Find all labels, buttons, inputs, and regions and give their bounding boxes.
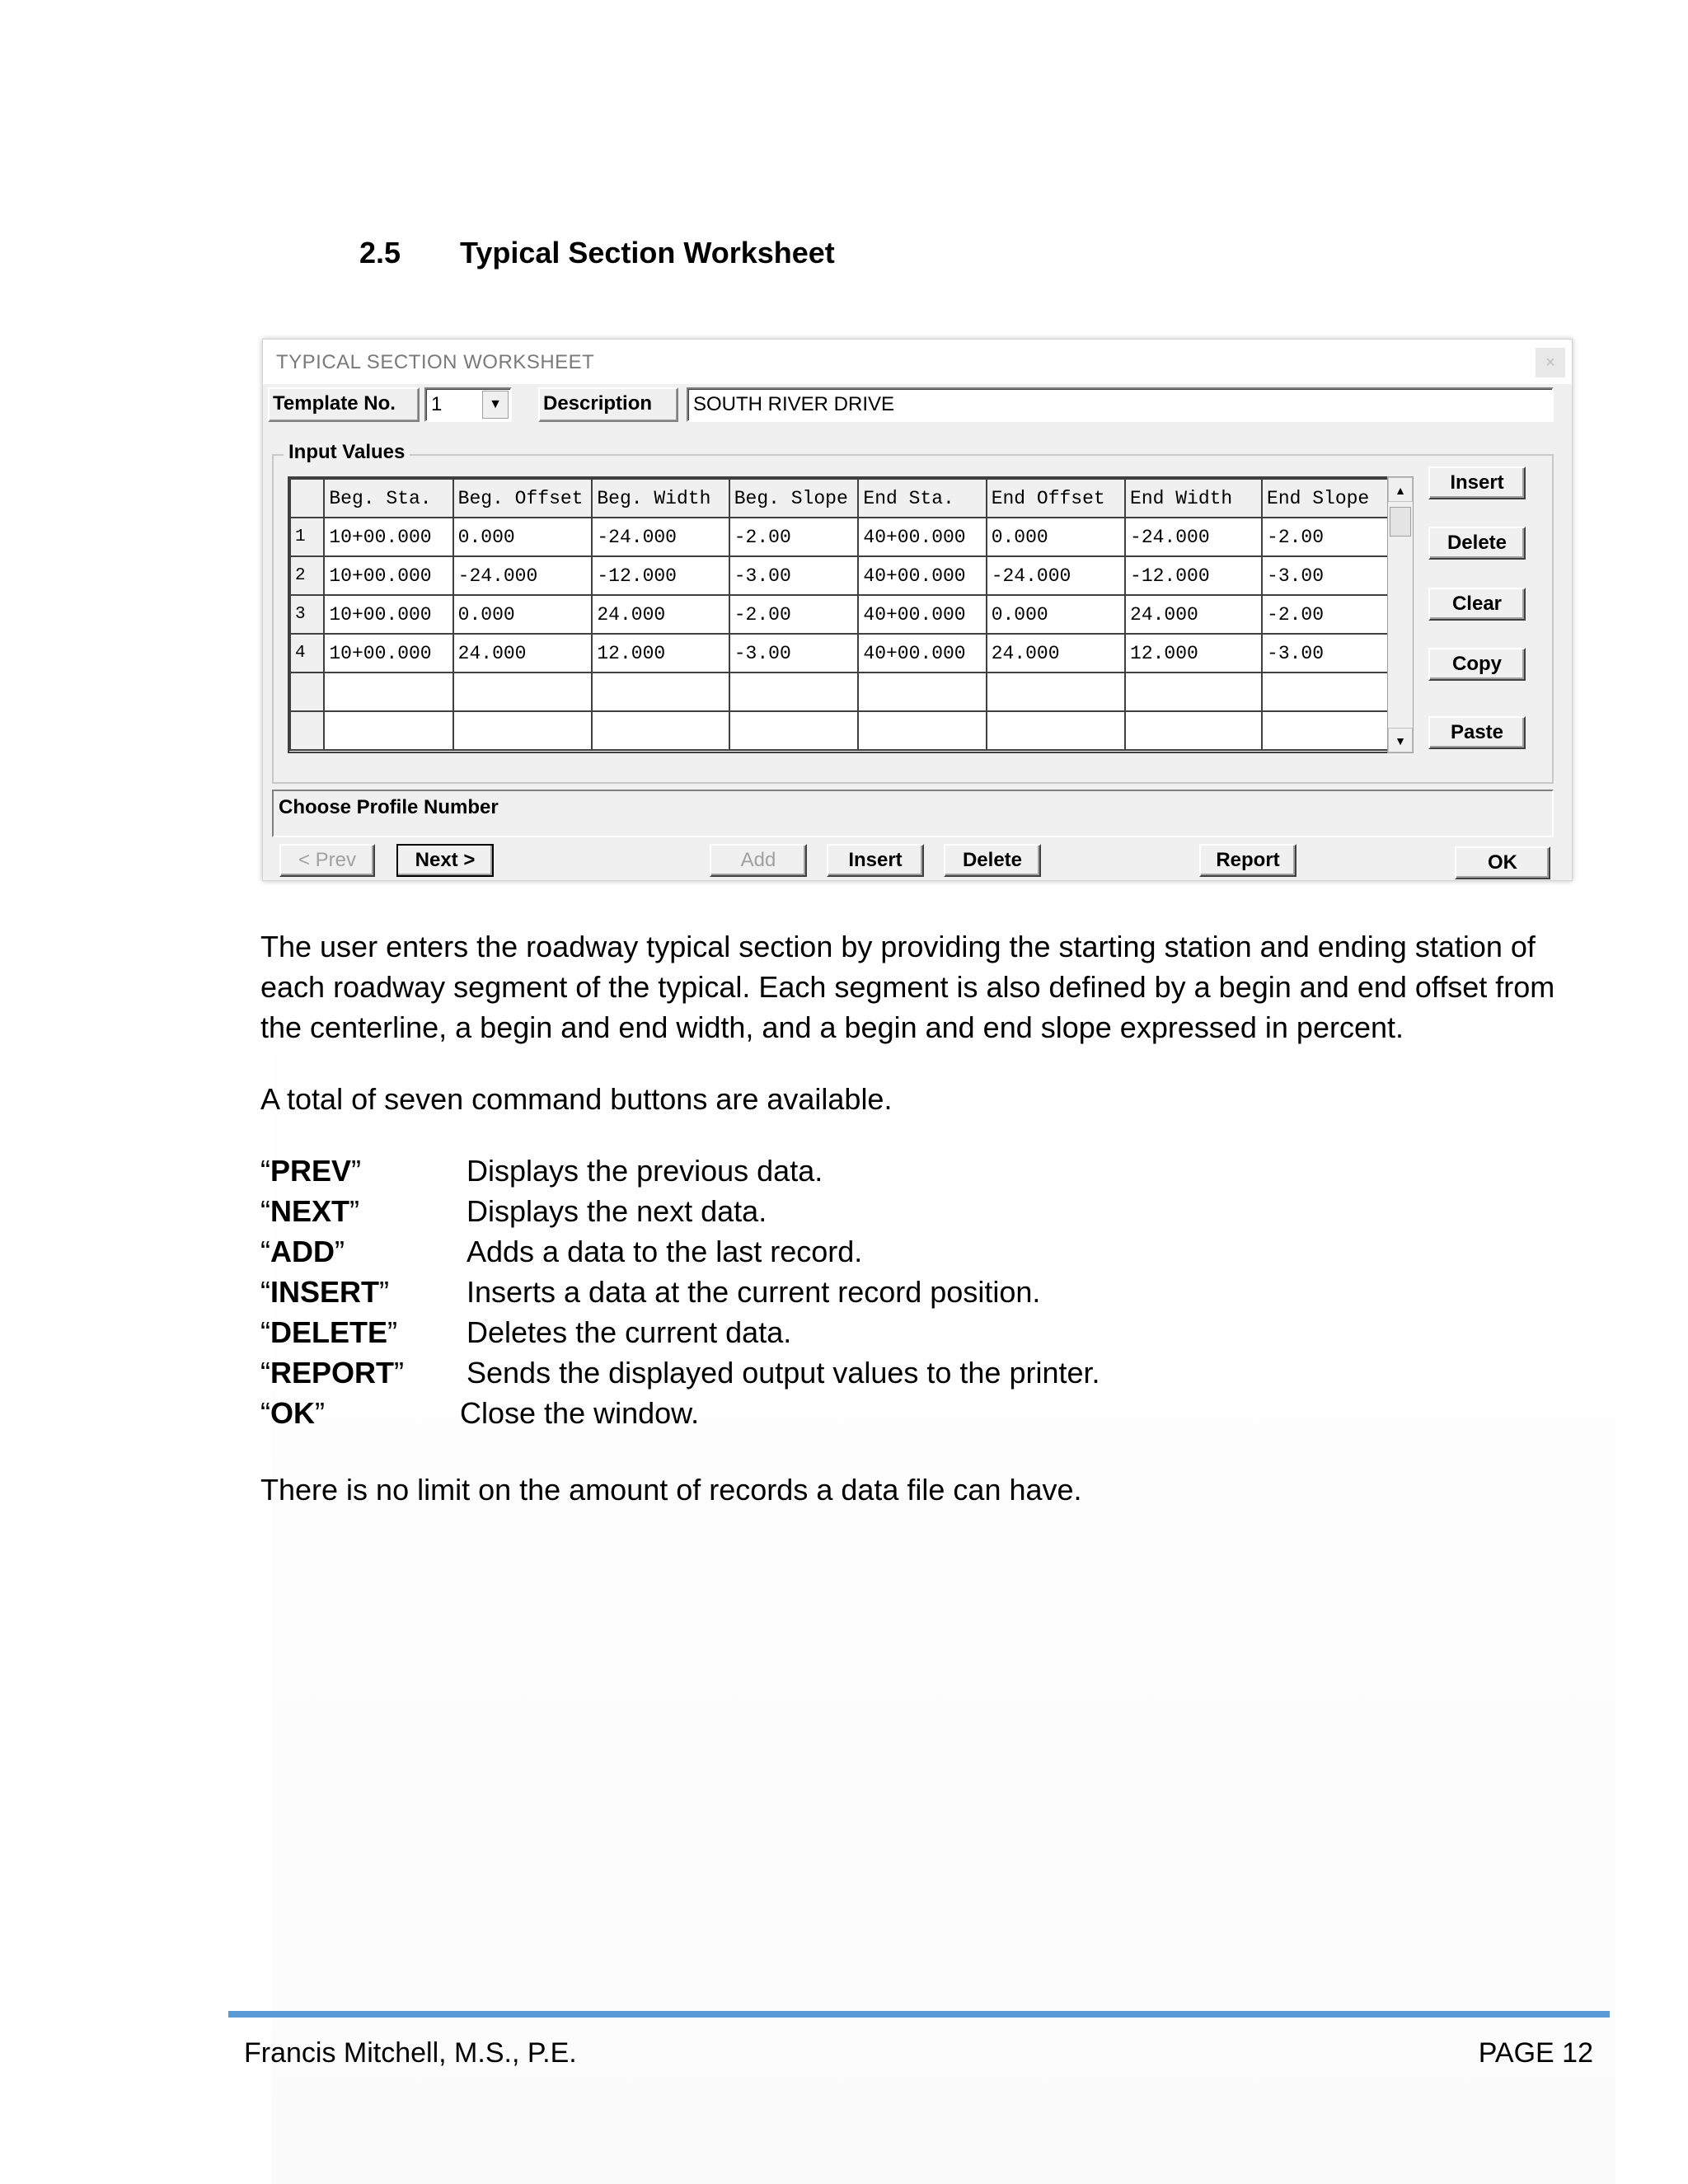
section-heading	[359, 236, 835, 270]
grid-cell[interactable]	[1262, 711, 1401, 750]
profile-panel	[272, 790, 1554, 837]
grid-cell[interactable]	[858, 711, 986, 750]
add-button[interactable]: Add	[710, 844, 807, 877]
grid-cell[interactable]: 40+00.000	[858, 595, 986, 634]
delete-button[interactable]: Delete	[944, 844, 1041, 877]
grid-paste-button[interactable]: Paste	[1428, 716, 1526, 749]
column-header[interactable]: Beg. Width	[592, 479, 729, 518]
profile-label: Choose Profile Number	[279, 796, 499, 818]
grid-cell[interactable]: 10+00.000	[324, 595, 452, 634]
template-no-value: 1	[431, 393, 443, 415]
description-input[interactable]: SOUTH RIVER DRIVE	[687, 387, 1554, 422]
description-label: Description	[538, 387, 678, 422]
input-values-label: Input Values	[284, 441, 410, 464]
grid-cell[interactable]: 12.000	[1125, 634, 1262, 673]
ok-button[interactable]: OK	[1455, 846, 1550, 879]
row-number[interactable]	[290, 673, 324, 711]
table-row[interactable]	[290, 673, 1401, 711]
grid-clear-button[interactable]: Clear	[1428, 588, 1526, 621]
grid-cell[interactable]: 24.000	[1125, 595, 1262, 634]
command-description: Displays the previous data.	[467, 1154, 823, 1188]
grid-cell[interactable]: 24.000	[453, 634, 593, 673]
body-paragraph-2: A total of seven command buttons are available.	[260, 1082, 893, 1116]
command-keyword: NEXT	[270, 1194, 350, 1228]
grid-cell[interactable]: 10+00.000	[324, 518, 452, 556]
command-name: “NEXT”	[260, 1194, 360, 1228]
chevron-down-icon[interactable]: ▼	[482, 391, 509, 419]
grid-cell[interactable]	[987, 673, 1125, 711]
arrow-down-icon[interactable]: ▼	[1388, 728, 1413, 752]
grid-cell[interactable]	[324, 711, 452, 750]
row-number[interactable]: 3	[290, 595, 324, 634]
grid-cell[interactable]	[324, 673, 452, 711]
grid-cell[interactable]	[1125, 673, 1262, 711]
grid-cell[interactable]: 40+00.000	[858, 518, 986, 556]
corner-cell	[290, 479, 324, 518]
command-keyword: PREV	[270, 1154, 352, 1188]
command-name: “PREV”	[260, 1154, 362, 1188]
column-header[interactable]: Beg. Sta.	[324, 479, 452, 518]
row-number[interactable]: 1	[290, 518, 324, 556]
command-description: Adds a data to the last record.	[467, 1235, 863, 1268]
table-row[interactable]	[290, 518, 1401, 556]
command-description: Inserts a data at the current record position.	[467, 1275, 1041, 1309]
dialog-titlebar	[263, 340, 1572, 384]
command-name: “DELETE”	[260, 1315, 398, 1349]
footer-rule	[228, 2011, 1610, 2018]
grid-delete-button[interactable]: Delete	[1428, 527, 1526, 560]
command-keyword: OK	[270, 1396, 315, 1430]
grid-cell[interactable]	[453, 673, 593, 711]
grid-cell[interactable]: 10+00.000	[324, 556, 452, 595]
arrow-up-icon[interactable]: ▲	[1388, 477, 1413, 502]
body-paragraph-3: There is no limit on the amount of records a data file can have.	[260, 1473, 1082, 1507]
footer-page-number: PAGE 12	[1478, 2037, 1593, 2069]
grid-cell[interactable]	[592, 711, 729, 750]
command-name: “INSERT”	[260, 1275, 390, 1309]
grid-scrollbar[interactable]	[1387, 476, 1414, 753]
grid-cell[interactable]	[987, 711, 1125, 750]
grid-cell[interactable]	[1125, 711, 1262, 750]
grid-cell[interactable]: 0.000	[987, 595, 1125, 634]
input-values-grid[interactable]	[288, 476, 1404, 753]
grid-cell[interactable]: -2.00	[1262, 595, 1401, 634]
table-row[interactable]	[290, 634, 1401, 673]
grid-cell[interactable]	[729, 673, 859, 711]
command-name: “ADD”	[260, 1235, 345, 1268]
grid-cell[interactable]: -3.00	[1262, 556, 1401, 595]
column-header[interactable]: End Width	[1125, 479, 1262, 518]
grid-cell[interactable]: 12.000	[592, 634, 729, 673]
command-keyword: ADD	[270, 1235, 335, 1268]
grid-cell[interactable]: 0.000	[987, 518, 1125, 556]
grid-cell[interactable]: -24.000	[1125, 518, 1262, 556]
section-title: Typical Section Worksheet	[460, 236, 835, 269]
insert-button[interactable]: Insert	[827, 844, 924, 877]
command-keyword: DELETE	[270, 1315, 388, 1349]
grid-cell[interactable]: 10+00.000	[324, 634, 452, 673]
column-header[interactable]: Beg. Offset	[453, 479, 593, 518]
grid-cell[interactable]	[1262, 673, 1401, 711]
prev-button[interactable]: < Prev	[279, 844, 375, 877]
grid-cell[interactable]: 0.000	[453, 518, 593, 556]
template-no-label: Template No.	[268, 387, 420, 422]
grid-cell[interactable]	[453, 711, 593, 750]
grid-cell[interactable]	[858, 673, 986, 711]
close-icon[interactable]: ×	[1536, 348, 1565, 377]
scroll-thumb[interactable]	[1390, 507, 1411, 537]
column-header[interactable]: End Slope	[1262, 479, 1401, 518]
grid-copy-button[interactable]: Copy	[1428, 648, 1526, 681]
table-row[interactable]	[290, 556, 1401, 595]
column-header[interactable]: End Sta.	[858, 479, 986, 518]
command-description: Close the window.	[460, 1396, 700, 1430]
table-row[interactable]	[290, 595, 1401, 634]
grid-cell[interactable]: -24.000	[987, 556, 1125, 595]
command-description: Displays the next data.	[467, 1194, 767, 1228]
typical-section-dialog	[262, 339, 1573, 881]
next-button[interactable]: Next >	[396, 844, 494, 877]
template-no-combo[interactable]	[424, 387, 512, 422]
grid-cell[interactable]: -12.000	[1125, 556, 1262, 595]
column-header[interactable]: End Offset	[987, 479, 1125, 518]
grid-cell[interactable]	[729, 711, 859, 750]
grid-header-row	[290, 479, 1401, 518]
dialog-title: TYPICAL SECTION WORKSHEET	[276, 351, 595, 373]
grid-cell[interactable]: -2.00	[1262, 518, 1401, 556]
command-keyword: INSERT	[270, 1275, 380, 1309]
grid-cell[interactable]: -3.00	[729, 634, 859, 673]
grid-insert-button[interactable]: Insert	[1428, 466, 1526, 499]
grid-cell[interactable]: 40+00.000	[858, 634, 986, 673]
grid-cell[interactable]: 24.000	[987, 634, 1125, 673]
command-keyword: REPORT	[270, 1356, 395, 1390]
grid-cell[interactable]	[592, 673, 729, 711]
row-number[interactable]: 2	[290, 556, 324, 595]
grid-cell[interactable]: -2.00	[729, 595, 859, 634]
section-number: 2.5	[359, 236, 401, 269]
row-number[interactable]	[290, 711, 324, 750]
grid-cell[interactable]: -12.000	[592, 556, 729, 595]
row-number[interactable]: 4	[290, 634, 324, 673]
command-description: Deletes the current data.	[467, 1315, 792, 1349]
grid-cell[interactable]: -24.000	[592, 518, 729, 556]
grid-cell[interactable]: -2.00	[729, 518, 859, 556]
command-description: Sends the displayed output values to the printer.	[467, 1356, 1100, 1390]
grid-cell[interactable]: -3.00	[729, 556, 859, 595]
grid-cell[interactable]: 40+00.000	[858, 556, 986, 595]
grid-cell[interactable]: 0.000	[453, 595, 593, 634]
grid-cell[interactable]: 24.000	[592, 595, 729, 634]
grid-cell[interactable]: -3.00	[1262, 634, 1401, 673]
command-name: “REPORT”	[260, 1356, 405, 1390]
footer-author: Francis Mitchell, M.S., P.E.	[244, 2037, 577, 2069]
body-paragraph-1: The user enters the roadway typical section by providing the starting station and ending station of each roadway segment of the typical. Each segment is also defined by a begin and end offset from the centerline, a begin and end width, and a begin and end slope expressed in percent.	[260, 930, 1555, 1044]
command-name: “OK”	[260, 1396, 325, 1430]
table-row[interactable]	[290, 711, 1401, 750]
report-button[interactable]: Report	[1199, 844, 1296, 877]
column-header[interactable]: Beg. Slope	[729, 479, 859, 518]
grid-cell[interactable]: -24.000	[453, 556, 593, 595]
